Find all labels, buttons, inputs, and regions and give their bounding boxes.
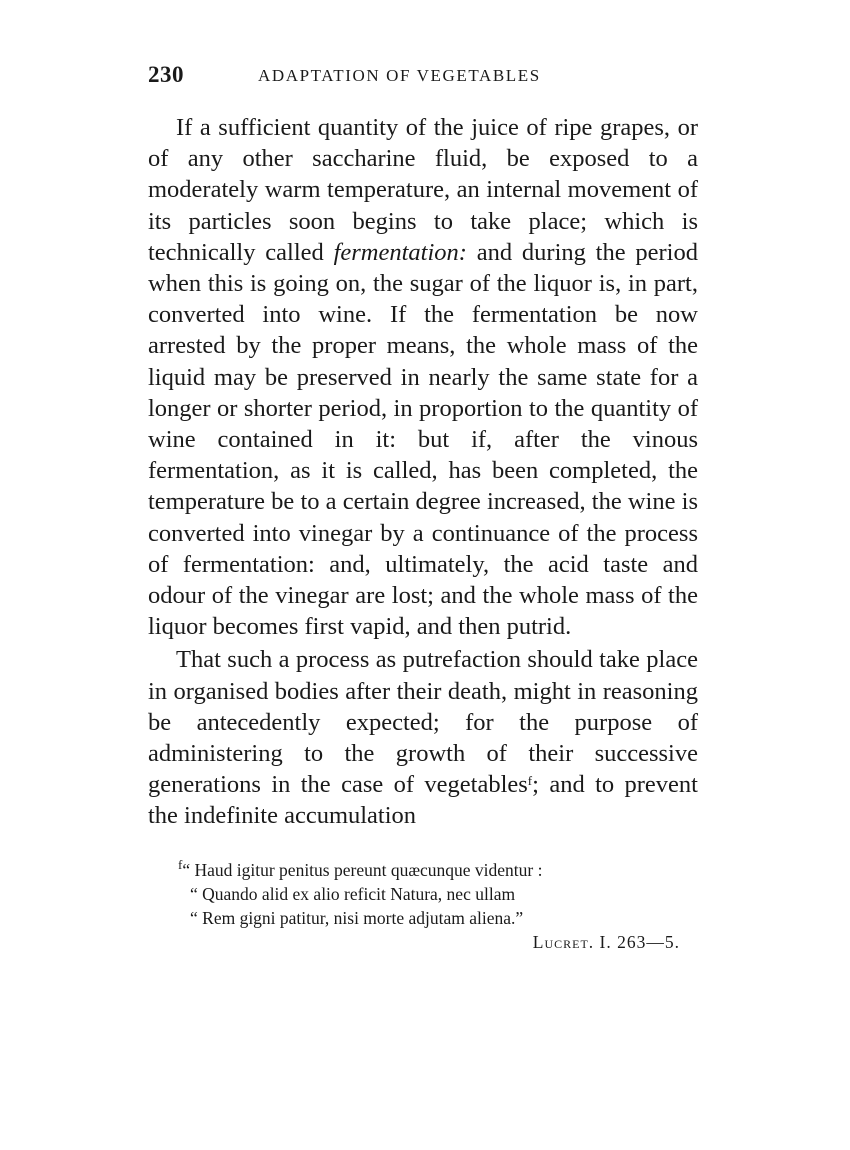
- paragraph-fermentation: [148, 112, 698, 642]
- footnote-reference: f: [527, 773, 533, 789]
- running-head: [148, 62, 698, 98]
- paragraph-text: and during the period when this is going on, the sugar of the liquor is, in part, converted into wine. If the fermentation be now arrested by the proper means, the whole mass of the liquid may be preserved in nearly the same state for a longer or shorter period, in proportion to the quantity of wine contained in it: but if, after the vinous fermentation, as it is called, has been completed, the temperature be to a certain degree increased, the wine is converted into vinegar by a continuance of the process of fermentation: and, ultimately, the acid taste and odour of the vinegar are lost; and the whole mass of the liquor becomes first vapid, and then putrid.: [148, 238, 698, 641]
- book-page: [148, 62, 698, 954]
- paragraph-putrefaction: [148, 644, 698, 831]
- paragraph-text: ; and to prevent the indefinite accumulation: [148, 771, 698, 830]
- footnote-line: [178, 858, 698, 882]
- footnote-line: “ Quando alid ex alio reficit Natura, nec ullam: [190, 883, 516, 904]
- footnote: [148, 858, 698, 954]
- paragraph-text: That such a process as putrefaction should take place in organised bodies after their death, might in reasoning be antecedently expected; for the purpose of administering to the growth of their successive generations in the case of vegetables: [148, 646, 698, 799]
- footnote-marker: f: [178, 856, 183, 872]
- footnote-source: Lucret. I. 263—5.: [532, 931, 680, 952]
- running-title: ADAPTATION OF VEGETABLES: [258, 66, 541, 85]
- page-number: 230: [148, 62, 184, 87]
- footnote-line: “ Rem gigni patitur, nisi morte adjutam aliena.”: [190, 907, 524, 928]
- body-text: [148, 112, 698, 832]
- italic-term: fermentation:: [333, 238, 467, 266]
- footnote-line-text: “ Haud igitur penitus pereunt quæcunque videntur :: [182, 859, 543, 880]
- paragraph-text: If a sufficient quantity of the juice of ripe grapes, or of any other saccharine fluid, be exposed to a moderately warm temperature, an internal movement of its particles soon begins to take place; which is technically called: [148, 114, 698, 266]
